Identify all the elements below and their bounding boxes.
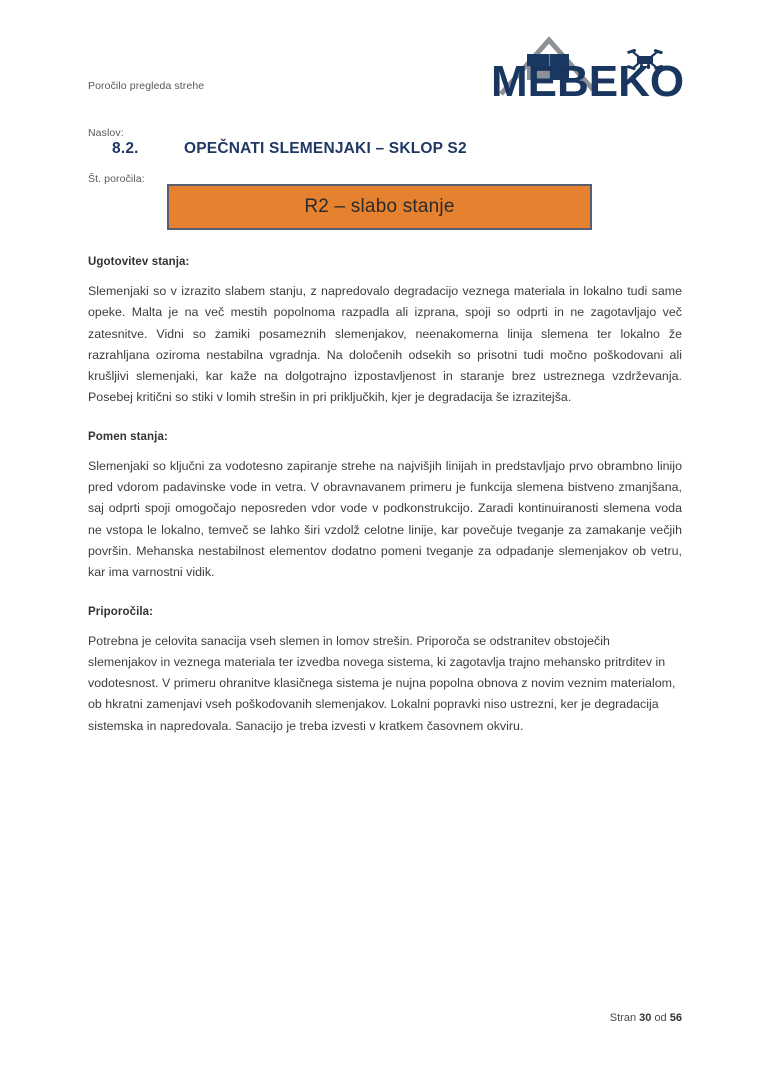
document-content [88,256,682,759]
section-heading [112,140,712,158]
footer-prefix: Stran [609,1012,637,1024]
footer-current-page: 30 [639,1012,652,1024]
logo-wordmark: MEBEKO [491,57,685,106]
section-title: OPEČNATI SLEMENJAKI – SKLOP S2 [184,140,467,157]
page-footer [88,1012,682,1024]
footer-total-pages: 56 [669,1012,682,1024]
findings-body: Slemenjaki so v izrazito slabem stanju, z napredovalo degradacijo veznega materiala in lokalno tudi same opeke. Malta je na več mestih popolnoma razpadla ali izprana, spoji so odprti in ne zagotavljajo več zatesnitve. Vidni so zamiki posameznih slemenjakov, neenakomerna linija slemena ter lokalno že razrahljana oziroma nestabilna vgradnja. Na določenih odsekih so prisotni tudi močno poškodovani ali krušljivi slemenjaki, kar kaže na dolgotrajno izpostavljenost in staranje brez ustreznega vzdrževanja. Posebej kritični so stiki v lomih strešin in pri priključkih, kjer je degradacija še izrazitejša. [88,284,682,405]
significance-body: Slemenjaki so ključni za vodotesno zapiranje strehe na najvišjih linijah in predstavljajo prvo obrambno linijo pred vdorom padavinske vode in vetra. V obravnavanem primeru je funkcija slemena bistveno zmanjšana, saj odprti spoji omogočajo neposreden vdor vode v podkonstrukcijo. Zaradi kontinuiranosti slemena voda ne vstopa le lokalno, temveč se lahko širi vzdolž celotne linije, kar povečuje tveganje za zamakanje večjih površin. Mehanska nestabilnost elementov dodatno pomeni tveganje za odpadanje slemenjakov ob vetru, kar ima varnostni vidik. [88,458,682,580]
footer-middle: od [654,1012,667,1024]
status-badge: R2 – slabo stanje [304,196,455,217]
header-report-label: Poročilo pregleda strehe [88,80,205,92]
significance-title: Pomen stanja: [88,430,168,443]
findings-title: Ugotovitev stanja: [88,256,190,268]
significance-block [88,431,682,584]
recommendations-title: Priporočila: [88,605,154,618]
section-number: 8.2. [112,140,139,157]
findings-block [88,256,682,409]
recommendations-body: Potrebna je celovita sanacija vseh slemen in lomov strešin. Priporoča se odstranitev obstoječih slemenjakov in veznega materiala ter izvedba novega sistema, ki zagotavlja trajno mehansko pritrditev in vodotesnost. V primeru ohranitve klasičnega sistema je nujna popolna obnova z novim veznim materialom, ob hkratni zamenjavi vseh poškodovanih slemenjakov. Lokalni popravki niso ustrezni, ker je degradacija sistemska in napredovala. Sanacijo je treba izvesti v kratkem časovnem okviru. [88,633,676,733]
header-address-label: Naslov: [88,126,124,139]
recommendations-block [88,606,682,737]
header-report-number-label: Št. poročila: [88,173,145,185]
company-logo [487,28,687,106]
status-banner [167,184,592,230]
